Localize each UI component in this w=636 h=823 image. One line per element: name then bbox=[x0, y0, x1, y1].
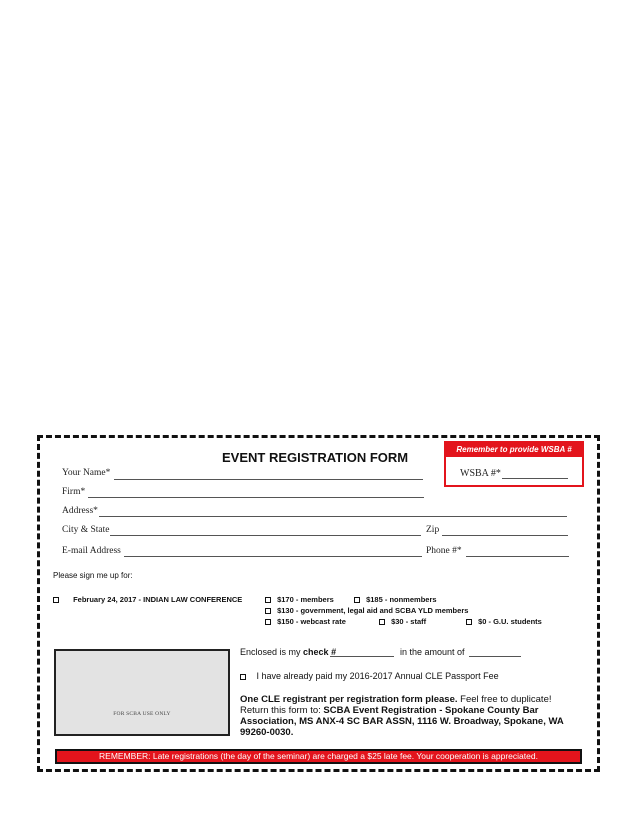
form-title: EVENT REGISTRATION FORM bbox=[222, 450, 409, 465]
enclosed-prefix: Enclosed is my bbox=[240, 647, 301, 657]
amount-label: in the amount of bbox=[400, 647, 465, 657]
option-nonmembers-label: $185 - nonmembers bbox=[366, 595, 437, 604]
address-field[interactable] bbox=[99, 516, 567, 517]
webcast-checkbox[interactable] bbox=[265, 619, 271, 625]
office-use-label: FOR SCBA USE ONLY bbox=[113, 711, 171, 717]
option-staff[interactable] bbox=[379, 617, 426, 626]
phone-label: Phone #* bbox=[426, 546, 462, 556]
event-name: February 24, 2017 - INDIAN LAW CONFERENCE bbox=[73, 595, 243, 604]
address-label: Address* bbox=[62, 506, 98, 516]
enclosed-check-row bbox=[240, 647, 336, 657]
option-members-label: $170 - members bbox=[277, 595, 334, 604]
email-label: E-mail Address bbox=[62, 546, 121, 556]
late-fee-reminder: REMEMBER: Late registrations (the day of the seminar) are charged a $25 late fee. Your cooperation is appreciated. bbox=[55, 749, 582, 764]
wsba-reminder-banner: Remember to provide WSBA # bbox=[446, 443, 582, 457]
wsba-number-field[interactable] bbox=[502, 478, 568, 479]
phone-field[interactable] bbox=[466, 556, 569, 557]
passport-checkbox[interactable] bbox=[240, 674, 246, 680]
staff-checkbox[interactable] bbox=[379, 619, 385, 625]
return-address: SCBA Event Registration - Spokane County Bar Association, MS ANX-4 SC BAR ASSN, 1116 W. Broadway, Spokane, WA 99260-0030. bbox=[240, 705, 564, 738]
students-checkbox[interactable] bbox=[466, 619, 472, 625]
city-state-label: City & State bbox=[62, 525, 110, 535]
event-row bbox=[53, 595, 242, 604]
nonmembers-checkbox[interactable] bbox=[354, 597, 360, 603]
enclosed-check-label: check # bbox=[303, 647, 337, 657]
passport-label: I have already paid my 2016-2017 Annual CLE Passport Fee bbox=[256, 671, 499, 681]
one-registrant-note: One CLE registrant per registration form please. bbox=[240, 694, 458, 705]
signup-prompt: Please sign me up for: bbox=[53, 571, 133, 580]
event-checkbox[interactable] bbox=[53, 597, 59, 603]
zip-field[interactable] bbox=[442, 535, 568, 536]
option-students[interactable] bbox=[466, 617, 542, 626]
city-state-field[interactable] bbox=[110, 535, 421, 536]
return-prefix: Return this form to: bbox=[240, 705, 321, 716]
check-number-field[interactable] bbox=[330, 656, 394, 657]
option-webcast[interactable] bbox=[265, 617, 346, 626]
name-field[interactable] bbox=[114, 479, 423, 480]
duplicate-note: Feel free to duplicate! bbox=[460, 694, 552, 705]
name-label: Your Name* bbox=[62, 468, 111, 478]
wsba-number-label: WSBA #* bbox=[460, 468, 501, 479]
wsba-reminder-box bbox=[444, 441, 584, 487]
option-webcast-label: $150 - webcast rate bbox=[277, 617, 346, 626]
firm-field[interactable] bbox=[88, 497, 424, 498]
option-government-label: $130 - government, legal aid and SCBA YLD members bbox=[277, 606, 469, 615]
option-members[interactable] bbox=[265, 595, 334, 604]
option-government[interactable] bbox=[265, 606, 468, 615]
firm-label: Firm* bbox=[62, 487, 86, 497]
zip-label: Zip bbox=[426, 525, 440, 535]
government-checkbox[interactable] bbox=[265, 608, 271, 614]
amount-field[interactable] bbox=[469, 656, 521, 657]
option-staff-label: $30 - staff bbox=[391, 617, 427, 626]
email-field[interactable] bbox=[124, 556, 422, 557]
option-nonmembers[interactable] bbox=[354, 595, 437, 604]
option-students-label: $0 - G.U. students bbox=[478, 617, 542, 626]
office-use-box bbox=[54, 649, 230, 736]
members-checkbox[interactable] bbox=[265, 597, 271, 603]
passport-row bbox=[240, 671, 499, 681]
return-instructions bbox=[240, 694, 580, 738]
